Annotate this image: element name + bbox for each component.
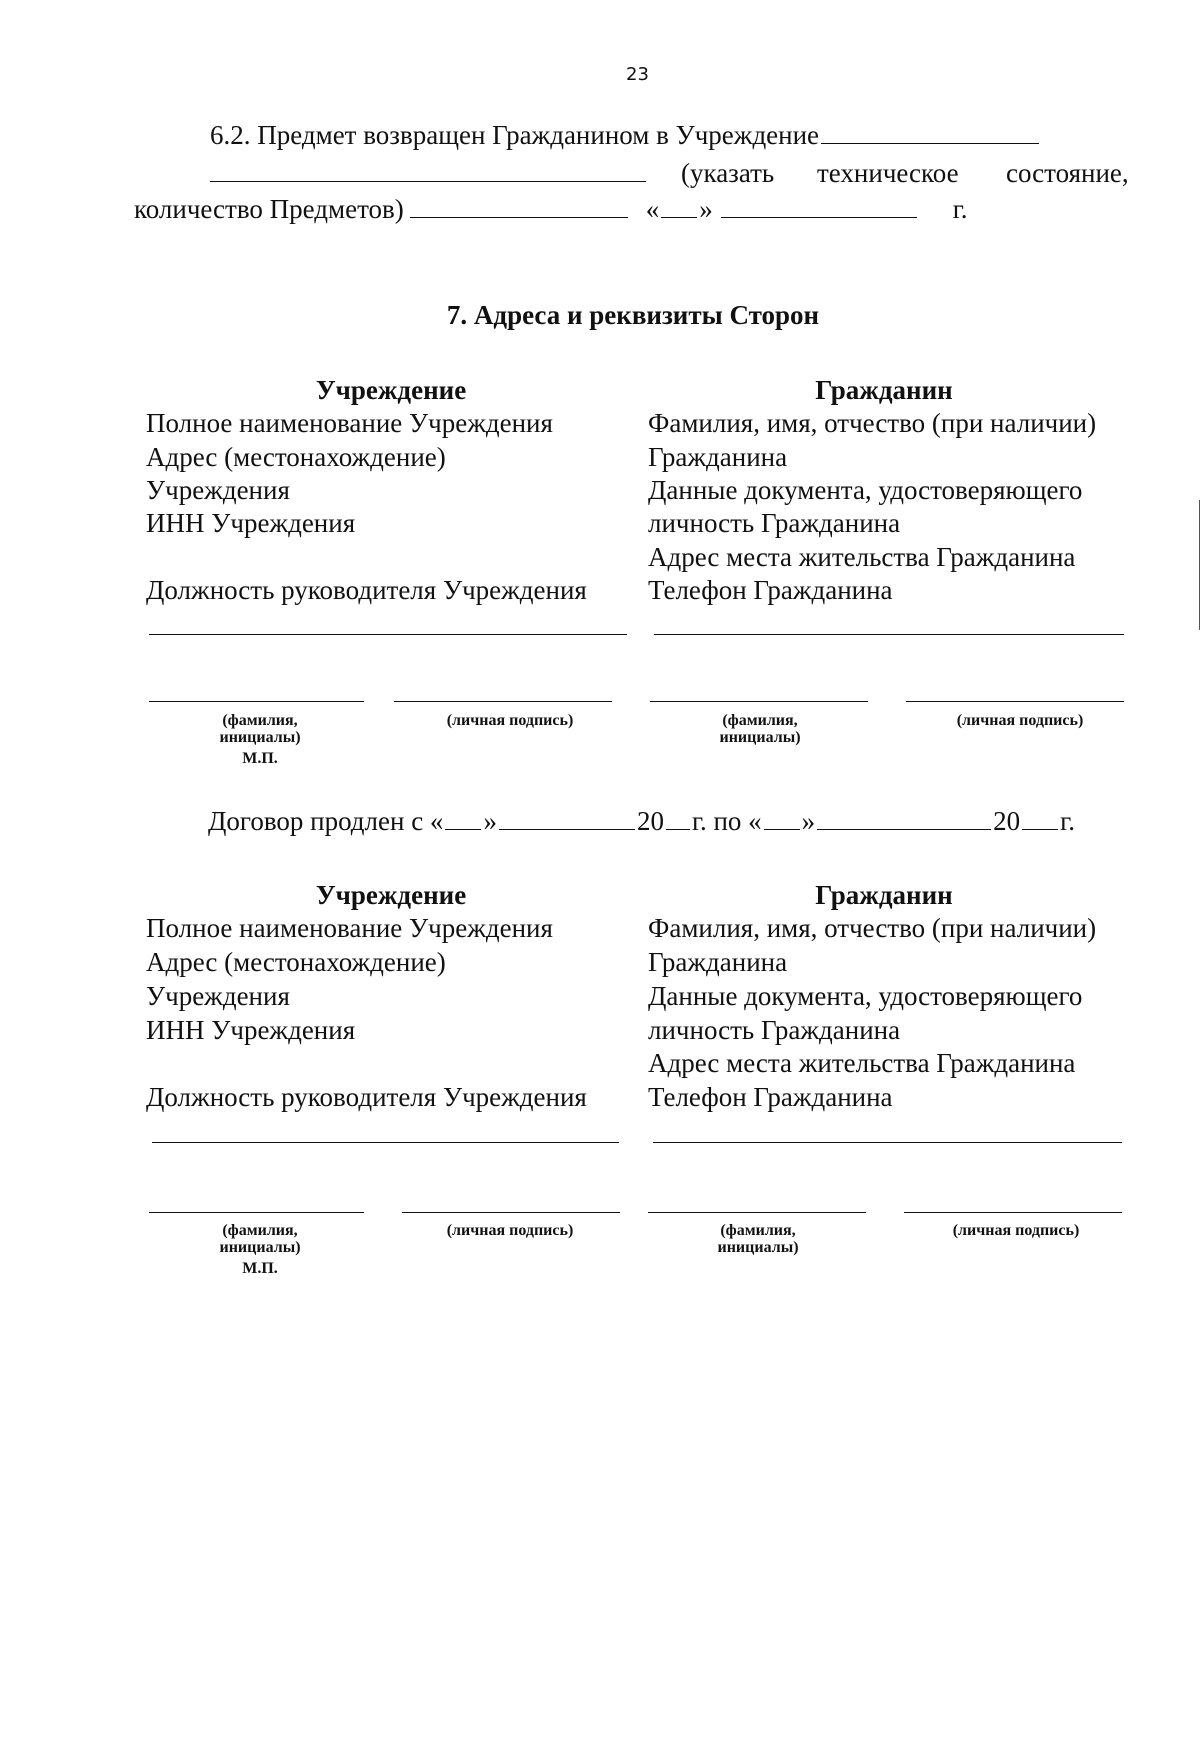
block2-left-line: Должность руководителя Учреждения (146, 1082, 587, 1112)
extension-line (208, 808, 1075, 835)
block2-right-line: Гражданина (648, 947, 788, 977)
block1-left-heading: Учреждение (315, 375, 467, 405)
section-6-2-text: 6.2. Предмет возвращен Гражданином в Учреждение (210, 120, 820, 150)
blank-line (210, 181, 646, 182)
blank-line (666, 809, 690, 830)
extension-mid: г. по « (691, 806, 762, 836)
block1-right-line: личность Гражданина (648, 508, 901, 538)
block1-right-heading: Гражданин (815, 375, 953, 405)
blank-line (654, 634, 1124, 635)
block2-right-heading: Гражданин (815, 880, 953, 910)
page-number: 23 (626, 64, 649, 85)
block2-left-line: Учреждения (146, 981, 290, 1011)
block2-right-line: Данные документа, удостоверяющего (648, 981, 1083, 1011)
block1-left-name-caption: (фамилия, инициалы) (219, 712, 301, 746)
quote-close: » (699, 194, 713, 224)
block1-right-line: Данные документа, удостоверяющего (648, 475, 1083, 505)
signature-line (394, 701, 612, 702)
block1-right-sign-caption: (личная подпись) (956, 712, 1084, 729)
block1-left-line: ИНН Учреждения (146, 508, 356, 538)
extension-prefix: Договор продлен с « (208, 806, 444, 836)
section-6-2-word: (указать (681, 158, 775, 188)
block2-right-line: Телефон Гражданина (648, 1082, 893, 1112)
extension-century: 20 (636, 806, 664, 836)
block1-right-name-caption: (фамилия, инициалы) (719, 712, 801, 746)
signature-line (402, 1212, 620, 1213)
blank-line (499, 809, 635, 830)
block1-right-line: Фамилия, имя, отчество (при наличии) (648, 408, 1097, 438)
block1-right-line: Гражданина (648, 442, 788, 472)
blank-line (764, 809, 800, 830)
blank-line (1022, 809, 1058, 830)
blank-line (817, 809, 991, 830)
block2-right-line: личность Гражданина (648, 1015, 901, 1045)
blank-line (821, 123, 1039, 144)
block2-right-sign-caption: (личная подпись) (952, 1222, 1080, 1239)
extension-quote: » (483, 806, 497, 836)
block2-stamp-placeholder: М.П. (242, 1260, 278, 1277)
section-6-2-quantity-label: количество Предметов) (134, 194, 404, 224)
section-7-title: 7. Адреса и реквизиты Сторон (446, 300, 820, 330)
block2-right-line: Фамилия, имя, отчество (при наличии) (648, 913, 1097, 943)
extension-suffix: г. (1060, 806, 1075, 836)
signature-line (149, 1212, 364, 1213)
signature-line (906, 701, 1124, 702)
block1-left-sign-caption: (личная подпись) (446, 712, 574, 729)
signature-line (650, 701, 868, 702)
block1-left-line: Полное наименование Учреждения (146, 408, 553, 438)
block1-left-line: Учреждения (146, 475, 290, 505)
block2-left-sign-caption: (личная подпись) (446, 1222, 574, 1239)
block2-left-heading: Учреждение (315, 880, 467, 910)
extension-century: 20 (993, 806, 1021, 836)
blank-line (410, 197, 628, 218)
section-6-2-line1 (210, 122, 1041, 149)
block2-right-line: Адрес места жительства Гражданина (648, 1048, 1076, 1078)
block2-left-line: Полное наименование Учреждения (146, 913, 553, 943)
block2-left-name-caption: (фамилия, инициалы) (219, 1222, 301, 1256)
block1-right-line: Адрес места жительства Гражданина (648, 542, 1076, 572)
blank-line (661, 197, 697, 218)
signature-line (149, 701, 364, 702)
block1-right-line: Телефон Гражданина (648, 575, 893, 605)
signature-line (904, 1212, 1122, 1213)
year-suffix: г. (952, 194, 968, 224)
block2-left-line: Адрес (местонахождение) (146, 947, 446, 977)
quote-open: « (645, 194, 660, 224)
block1-left-line: Должность руководителя Учреждения (146, 575, 587, 605)
blank-line (721, 197, 917, 218)
blank-line (653, 1142, 1122, 1143)
extension-quote: » (801, 806, 816, 836)
block2-right-name-caption: (фамилия, инициалы) (717, 1222, 799, 1256)
blank-line (149, 634, 627, 635)
block1-left-line: Адрес (местонахождение) (146, 442, 446, 472)
blank-line (152, 1142, 619, 1143)
section-6-2-word: состояние, (1006, 158, 1129, 188)
blank-line (445, 809, 481, 830)
block1-stamp-placeholder: М.П. (242, 750, 278, 767)
block2-left-line: ИНН Учреждения (146, 1015, 356, 1045)
section-6-2-word: техническое (817, 158, 959, 188)
section-6-2-line3 (134, 196, 968, 223)
signature-line (648, 1212, 866, 1213)
